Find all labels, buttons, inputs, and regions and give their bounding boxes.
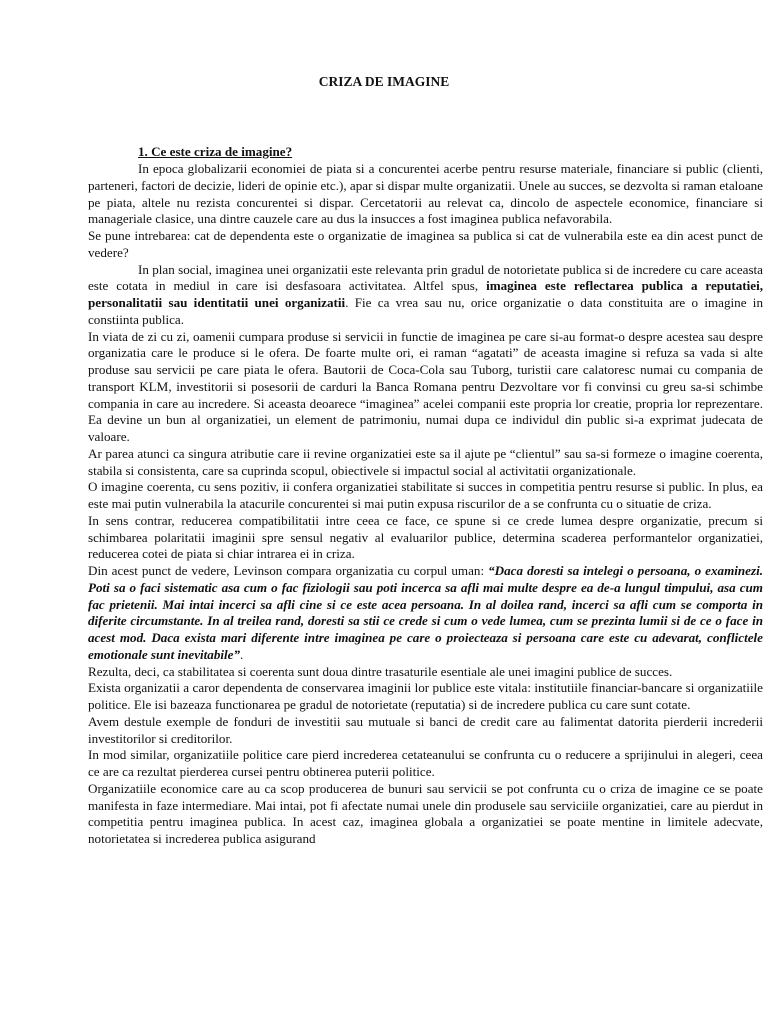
paragraph <box>88 161 763 228</box>
paragraph <box>88 781 763 848</box>
paragraph-text: Rezulta, deci, ca stabilitatea si coerenta sunt doua dintre trasaturile esentiale ale unei imagini publice de succes. <box>88 663 673 679</box>
paragraph-text: O imagine coerenta, cu sens pozitiv, ii confera organizatiei stabilitate si succes in competitia pentru resurse si public. In plus, ea este mai putin vulnerabila la atacurile concurentei si mai putin expusa riscurilor de a se confrunta cu o situatie de criza. <box>88 479 763 511</box>
paragraph-text: . Fie ca vrea sau nu, orice organizatie o data constituita are o imagine in constiinta publica. <box>88 295 763 327</box>
paragraph-text: Se pune intrebarea: cat de dependenta este o organizatie de imaginea sa publica si cat de vulnerabila este ea din acest punct de vedere? <box>88 228 763 260</box>
paragraph-text: In plan social, imaginea unei organizatii este relevanta prin gradul de notorietate publica si de incredere cu care aceasta este cotata in mediul in care isi desfasoara activitatea. Altfel spus, <box>88 261 763 294</box>
paragraph <box>88 228 763 262</box>
paragraph <box>88 747 763 781</box>
document-title: CRIZA DE IMAGINE <box>318 74 450 89</box>
quote-text: “Daca doresti sa intelegi o persoana, o examinezi. Poti sa o faci sistematic asa cum o fac fiziologii sau poti incerca sa afli mai multe despre ea de-a lungul timpului, asa cum fac prietenii. Mai intai incerci sa afli cine si ce este acea persoana. In al doilea rand, incerci sa afli cum se comporta in diferite circumstante. In al treilea rand, doresti sa stii ce crede si cum o vede lumea, cum se prezinta lumii si de ce o face in acest mod. Daca exista mari diferente intre imaginea pe care o proiecteaza si persoana care este cu adevarat, conflictele emotionale sunt inevitabile” <box>88 563 763 662</box>
paragraph <box>88 680 763 714</box>
paragraph-text: . <box>240 646 244 662</box>
paragraph <box>88 479 763 513</box>
paragraph-text: Ar parea atunci ca singura atributie care ii revine organizatiei este sa il ajute pe “clientul” sau sa-si formeze o imagine coerenta, stabila si consistenta, care sa cuprinda scopul, obiectivele si impactul social al activitatii organizationale. <box>88 445 763 478</box>
paragraph-text: Exista organizatii a caror dependenta de conservarea imaginii lor publice este vitala: institutiile financiar-bancare si organizatiile politice. Ele isi bazeaza functionarea pe gradul de notorietate (reputatia) si de incredere publica cu care sunt cotate. <box>88 680 763 712</box>
paragraph <box>88 664 763 681</box>
emphasis-text: imaginea este reflectarea publica a reputatiei, personalitatii sau identitatii unei organizatii <box>88 278 763 310</box>
section-heading: 1. Ce este criza de imagine? <box>138 144 293 159</box>
paragraph-text: In epoca globalizarii economiei de piata si a concurentei acerbe pentru resurse materiale, financiare si public (clienti, parteneri, factori de decizie, lideri de opinie etc.), apar si dispar multe organizatii. Unele au succes, se dezvolta si raman etaloane pe piata, altele nu rezista concurentei si dispar. Cercetatorii au relevat ca, dincolo de aspectele economice, financiare si manageriale clasice, una dintre cauzele care au dus la insucces a fost imaginea publica nefavorabila. <box>88 161 763 227</box>
document-body <box>88 161 763 848</box>
paragraph-text: In sens contrar, reducerea compatibilitatii intre ceea ce face, ce spune si ce crede lumea despre organizatie, precum si schimbarea polaritatii imaginii spre sensul negativ al evaluarilor publice, determina scaderea performantelor organizatiei, reducerea cotei de piata si chiar intrarea ei in criza. <box>88 512 763 562</box>
paragraph-text: In viata de zi cu zi, oamenii cumpara produse si servicii in functie de imaginea pe care si-au format-o despre acestea sau despre organizatia care le produce si le ofera. De foarte multe ori, ei raman “agatati” de aceasta imagine si refuza sa vada si alte produse sau servicii pe care piata le ofera. Bautorii de Coca-Cola sau Tuborg, turistii care calatoresc numai cu compania de transport KLM, investitorii si posesorii de carduri la Banca Romana pentru Dezvoltare vor fi convinsi cu greu sa-si schimbe compania in care au incredere. Si aceasta deoarece “imaginea” acelei companii este propria lor creatie, propria lor reprezentare. Ea devine un bun al organizatiei, un element de patrimoniu, numai dupa ce individul din public si-a exprimat judecata de valoare. <box>88 328 763 444</box>
paragraph-text: Avem destule exemple de fonduri de investitii sau mutuale si banci de credit care au falimentat datorita pierderii increderii investitorilor si creditorilor. <box>88 713 763 746</box>
paragraph <box>88 446 763 480</box>
paragraph <box>88 714 763 748</box>
paragraph <box>88 563 763 664</box>
paragraph <box>88 513 763 563</box>
paragraph-text: Organizatiile economice care au ca scop producerea de bunuri sau servicii se pot confrunta cu o criza de imagine ce se poate manifesta in faze intermediare. Mai intai, pot fi afectate numai unele din produsele sau serviciile organizatiei, care au pierdut in competitia pentru imaginea publica. In acest caz, imaginea globala a organizatiei se poate mentine in limitele adecvate, notorietatea si increderea publica asigurand <box>88 780 763 846</box>
paragraph <box>88 329 763 446</box>
paragraph-text: Din acest punct de vedere, Levinson compara organizatia cu corpul uman: <box>88 563 489 578</box>
paragraph-text: In mod similar, organizatiile politice care pierd increderea cetateanului se confrunta cu o reducere a sprijinului in alegeri, ceea ce are ca rezultat pierderea cursei pentru obtinerea puterii politice. <box>88 747 763 779</box>
paragraph <box>88 262 763 329</box>
